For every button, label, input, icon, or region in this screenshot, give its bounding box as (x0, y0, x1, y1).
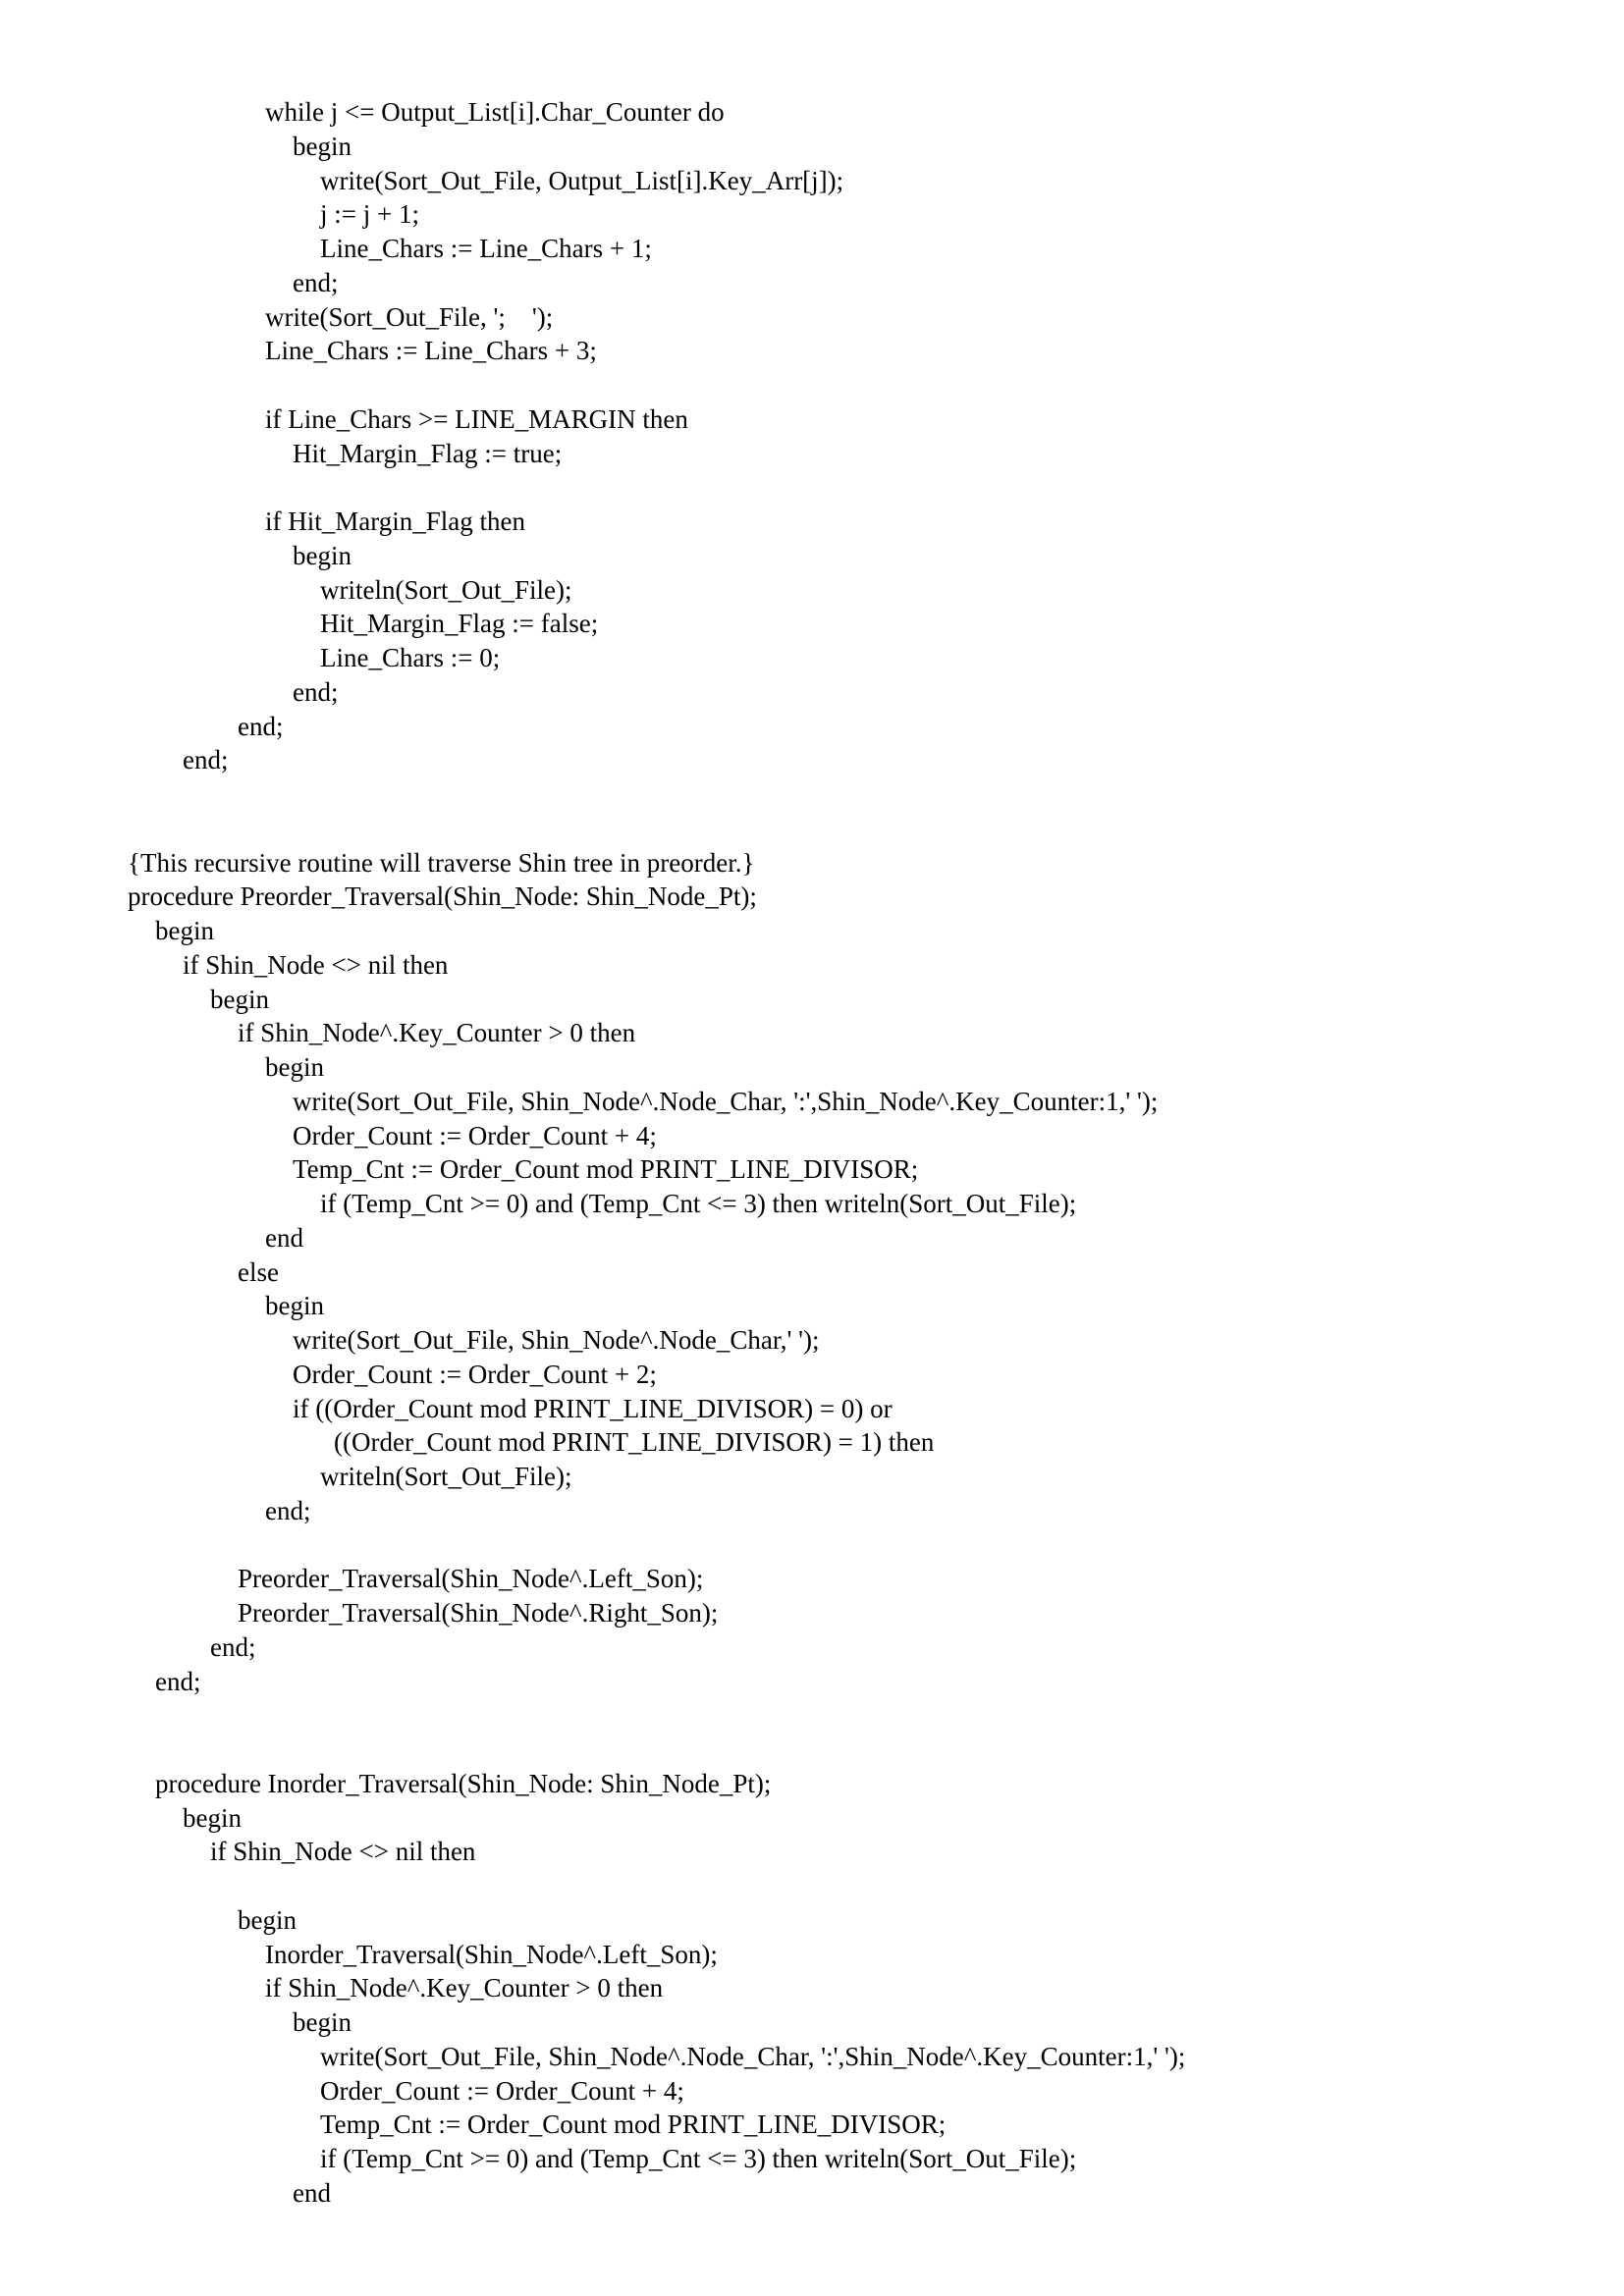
blank-line (0, 1698, 1624, 1733)
blank-line (0, 470, 1624, 505)
code-line: end; (183, 745, 229, 775)
code-line: begin (293, 2007, 352, 2037)
code-line: Temp_Cnt := Order_Count mod PRINT_LINE_DIVISOR; (320, 2109, 947, 2140)
code-line: procedure Preorder_Traversal(Shin_Node: Shin_Node_Pt); (128, 881, 757, 912)
code-line: if (Temp_Cnt >= 0) and (Temp_Cnt <= 3) then writeln(Sort_Out_File); (320, 1189, 1077, 1218)
code-line: if ((Order_Count mod PRINT_LINE_DIVISOR) = 0) or (293, 1393, 893, 1423)
code-line: procedure Inorder_Traversal(Shin_Node: Shin_Node_Pt); (155, 1768, 772, 1798)
code-line: Hit_Margin_Flag := false; (320, 609, 599, 639)
code-line: end; (238, 711, 284, 741)
code-line: end (265, 1222, 303, 1253)
code-line: end; (265, 1495, 311, 1525)
blank-line (0, 1733, 1624, 1767)
code-line: write(Sort_Out_File, Output_List[i].Key_Arr[j]); (320, 165, 844, 195)
blank-line (0, 812, 1624, 846)
code-line: write(Sort_Out_File, '; '); (265, 301, 554, 332)
code-line: Inorder_Traversal(Shin_Node^.Left_Son); (265, 1939, 718, 1969)
code-line: writeln(Sort_Out_File); (320, 574, 572, 605)
code-line: if (Temp_Cnt >= 0) and (Temp_Cnt <= 3) then writeln(Sort_Out_File); (320, 2144, 1077, 2173)
code-line: ((Order_Count mod PRINT_LINE_DIVISOR) = 1) then (334, 1427, 935, 1458)
code-listing (0, 95, 1624, 2211)
code-line: end; (210, 1631, 256, 1662)
code-line: if Line_Chars >= LINE_MARGIN then (265, 403, 688, 434)
code-line: begin (265, 1291, 324, 1321)
code-line: if Shin_Node^.Key_Counter > 0 then (265, 1973, 664, 2003)
code-line: write(Sort_Out_File, Shin_Node^.Node_Char,' '); (293, 1325, 820, 1355)
code-line: j := j + 1; (320, 199, 419, 230)
code-line: write(Sort_Out_File, Shin_Node^.Node_Char, ':',Shin_Node^.Key_Counter:1,' '); (320, 2041, 1186, 2071)
code-line: {This recursive routine will traverse Shin tree in preorder.} (128, 847, 755, 878)
code-line: end; (155, 1666, 201, 1696)
code-line: Preorder_Traversal(Shin_Node^.Right_Son); (238, 1598, 719, 1628)
code-line: begin (293, 540, 352, 570)
code-line: Line_Chars := Line_Chars + 1; (320, 234, 652, 263)
code-line: end; (293, 267, 339, 297)
code-line: begin (293, 131, 352, 161)
code-line: Order_Count := Order_Count + 4; (293, 1120, 657, 1150)
code-line: write(Sort_Out_File, Shin_Node^.Node_Char, ':',Shin_Node^.Key_Counter:1,' '); (293, 1086, 1159, 1116)
code-line: begin (155, 916, 214, 945)
blank-line (0, 1869, 1624, 1903)
code-line: if Hit_Margin_Flag then (265, 507, 525, 536)
code-line: begin (183, 1802, 242, 1833)
code-line: if Shin_Node <> nil then (183, 949, 449, 980)
code-line: else (238, 1256, 279, 1287)
blank-line (0, 368, 1624, 402)
code-line: Order_Count := Order_Count + 4; (320, 2075, 684, 2106)
code-line: begin (210, 984, 269, 1014)
code-line: end (293, 2177, 331, 2208)
code-line: writeln(Sort_Out_File); (320, 1462, 572, 1491)
code-line: if Shin_Node <> nil then (210, 1837, 476, 1867)
code-line: begin (265, 1052, 324, 1082)
code-line: if Shin_Node^.Key_Counter > 0 then (238, 1018, 636, 1048)
code-line: Temp_Cnt := Order_Count mod PRINT_LINE_DIVISOR; (293, 1154, 919, 1185)
blank-line (0, 1528, 1624, 1563)
code-line: Preorder_Traversal(Shin_Node^.Left_Son); (238, 1564, 704, 1594)
code-line: Line_Chars := Line_Chars + 3; (265, 336, 597, 366)
blank-line (0, 777, 1624, 812)
code-line: Line_Chars := 0; (320, 643, 501, 672)
code-line: Hit_Margin_Flag := true; (293, 438, 563, 468)
code-line: end; (293, 676, 339, 707)
code-line: begin (238, 1904, 297, 1935)
code-line: while j <= Output_List[i].Char_Counter do (265, 97, 725, 127)
code-line: Order_Count := Order_Count + 2; (293, 1359, 657, 1389)
